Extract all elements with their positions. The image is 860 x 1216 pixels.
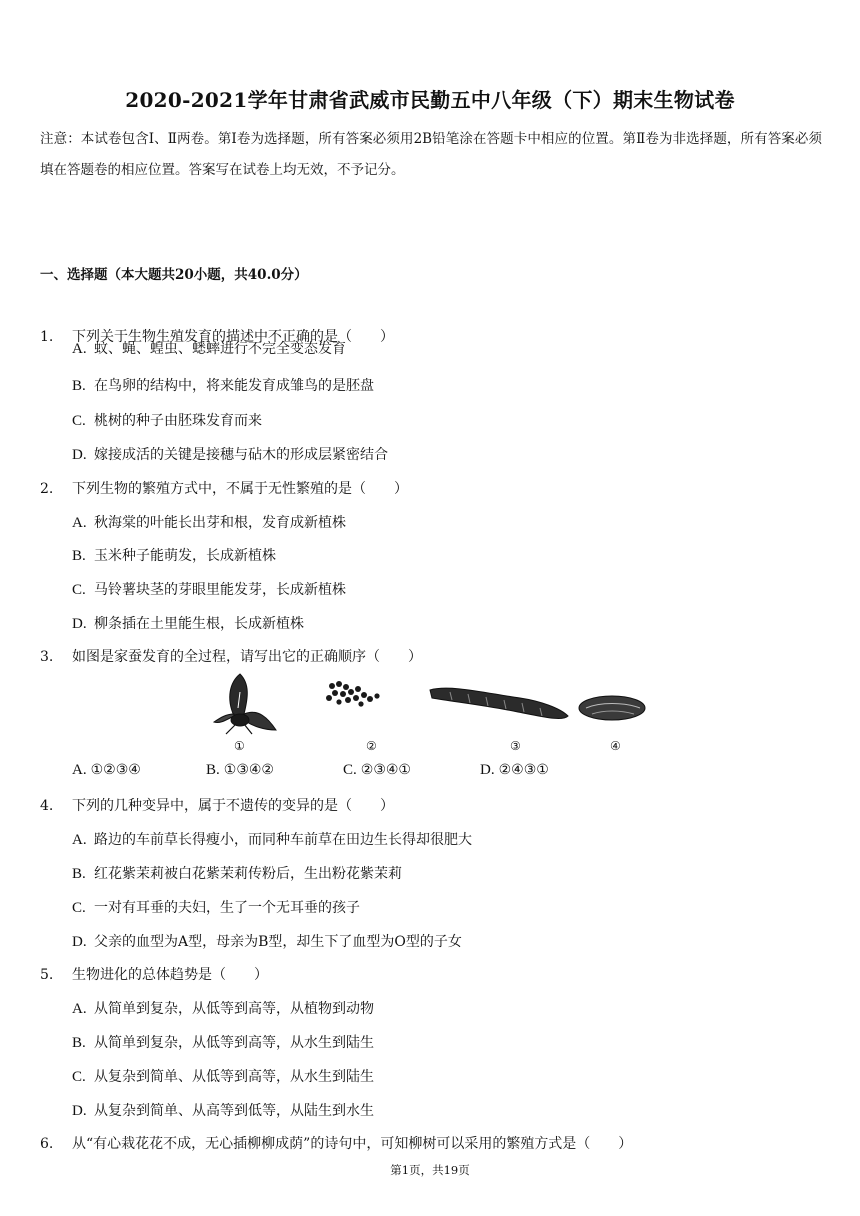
option-text: 蚊、蝇、蝗虫、蟋蟀进行不完全变态发育 (94, 341, 346, 357)
question-6 (40, 1133, 632, 1153)
question-4-option-b[interactable] (72, 863, 402, 883)
figure-drawing (200, 668, 660, 758)
question-5-option-c[interactable] (72, 1066, 374, 1086)
question-1-option-b[interactable] (72, 375, 374, 395)
option-letter: C. (72, 582, 86, 598)
option-text: ①②③④ (90, 762, 141, 778)
question-number: 5. (40, 967, 54, 983)
option-text: 从简单到复杂，从低等到高等，从植物到动物 (94, 1001, 374, 1017)
question-text: 从“有心栽花花不成，无心插柳柳成荫”的诗句中，可知柳树可以采用的繁殖方式是（ ） (72, 1136, 633, 1152)
option-letter: C. (72, 900, 86, 916)
option-text: 柳条插在土里能生根，长成新植株 (94, 616, 304, 632)
option-text: ①③④② (223, 762, 274, 778)
option-letter: B. (72, 866, 86, 882)
question-3-option-a[interactable] (72, 762, 141, 779)
question-3-option-b[interactable] (206, 762, 274, 779)
figure-label-3: ③ (510, 739, 521, 753)
option-letter: B. (72, 378, 86, 394)
question-number: 2. (40, 481, 54, 497)
option-letter: C. (343, 762, 357, 778)
figure-label-1: ① (234, 739, 245, 753)
question-2 (40, 478, 408, 498)
option-text: 父亲的血型为A型，母亲为B型，却生下了血型为O型的子女 (94, 934, 462, 950)
option-letter: C. (72, 413, 86, 429)
question-text: 下列的几种变异中，属于不遗传的变异的是（ ） (72, 798, 394, 814)
option-letter: B. (72, 548, 86, 564)
option-text: 玉米种子能萌发，长成新植株 (94, 548, 276, 564)
question-2-option-b[interactable] (72, 545, 276, 565)
question-5-option-d[interactable] (72, 1100, 374, 1120)
question-2-option-d[interactable] (72, 613, 304, 633)
option-text: 在鸟卵的结构中，将来能发育成雏鸟的是胚盘 (94, 378, 374, 394)
question-3-option-c[interactable] (343, 762, 411, 779)
option-text: 一对有耳垂的夫妇，生了一个无耳垂的孩子 (94, 900, 360, 916)
question-4-option-d[interactable] (72, 931, 462, 951)
question-4-option-a[interactable] (72, 829, 472, 849)
question-4 (40, 795, 394, 815)
question-number: 3. (40, 649, 54, 665)
page-footer: 第1页，共19页 (390, 1163, 470, 1177)
question-3-option-d[interactable] (480, 762, 549, 779)
option-text: 从简单到复杂，从低等到高等，从水生到陆生 (94, 1035, 374, 1051)
option-text: ②④③① (498, 762, 549, 778)
option-text: 从复杂到简单、从高等到低等，从陆生到水生 (94, 1103, 374, 1119)
option-letter: D. (72, 934, 87, 950)
question-2-option-c[interactable] (72, 579, 346, 599)
question-2-option-a[interactable] (72, 512, 346, 532)
question-1-option-a[interactable] (72, 338, 346, 358)
section-heading: 一、选择题（本大题共20小题，共40.0分） (40, 267, 308, 283)
question-5-option-a[interactable] (72, 998, 374, 1018)
option-text: 嫁接成活的关键是接穗与砧木的形成层紧密结合 (94, 447, 388, 463)
option-letter: A. (72, 1001, 87, 1017)
moth-icon (214, 674, 276, 734)
figure-label-2: ② (366, 739, 377, 753)
option-letter: A. (72, 762, 87, 778)
option-letter: C. (72, 1069, 86, 1085)
option-text: 马铃薯块茎的芽眼里能发芽，长成新植株 (94, 582, 346, 598)
silkworm-life-cycle-figure (200, 668, 660, 758)
option-text: 从复杂到简单、从低等到高等，从水生到陆生 (94, 1069, 374, 1085)
question-3 (40, 646, 422, 666)
option-letter: B. (206, 762, 220, 778)
option-letter: A. (72, 341, 87, 357)
question-text: 生物进化的总体趋势是（ ） (72, 967, 268, 983)
question-text: 如图是家蚕发育的全过程，请写出它的正确顺序（ ） (72, 649, 422, 665)
option-text: 红花紫茉莉被白花紫茉莉传粉后，生出粉花紫茉莉 (94, 866, 402, 882)
eggs-icon (326, 681, 380, 707)
question-number: 1. (40, 329, 54, 345)
question-4-option-c[interactable] (72, 897, 360, 917)
figure-label-4: ④ (610, 739, 621, 753)
option-text: 秋海棠的叶能长出芽和根，发育成新植株 (94, 515, 346, 531)
question-1-option-d[interactable] (72, 444, 388, 464)
question-text: 下列生物的繁殖方式中，不属于无性繁殖的是（ ） (72, 481, 408, 497)
question-1-option-c[interactable] (72, 410, 262, 430)
exam-notice: 注意：本试卷包含Ⅰ、Ⅱ两卷。第Ⅰ卷为选择题，所有答案必须用2B铅笔涂在答题卡中相应的位置。第Ⅱ卷为非选择题，所有答案必须填在答题卷的相应位置。答案写在试卷上均无效，不予记分。 (40, 131, 822, 178)
question-number: 6. (40, 1136, 54, 1152)
question-number: 4. (40, 798, 54, 814)
option-letter: B. (72, 1035, 86, 1051)
option-letter: D. (480, 762, 495, 778)
question-5 (40, 964, 268, 984)
option-text: ②③④① (360, 762, 411, 778)
page-title: 2020-2021学年甘肃省武威市民勤五中八年级（下）期末生物试卷 (125, 88, 735, 112)
option-letter: A. (72, 515, 87, 531)
larva-icon (430, 688, 568, 718)
option-letter: A. (72, 832, 87, 848)
option-letter: D. (72, 616, 87, 632)
question-5-option-b[interactable] (72, 1032, 374, 1052)
option-text: 路边的车前草长得瘦小，而同种车前草在田边生长得却很肥大 (94, 832, 472, 848)
option-letter: D. (72, 1103, 87, 1119)
option-text: 桃树的种子由胚珠发育而来 (94, 413, 262, 429)
cocoon-icon (579, 696, 645, 720)
question-text: 下列关于生物生殖发育的描述中不正确的是（ ） (72, 329, 394, 345)
option-letter: D. (72, 447, 87, 463)
